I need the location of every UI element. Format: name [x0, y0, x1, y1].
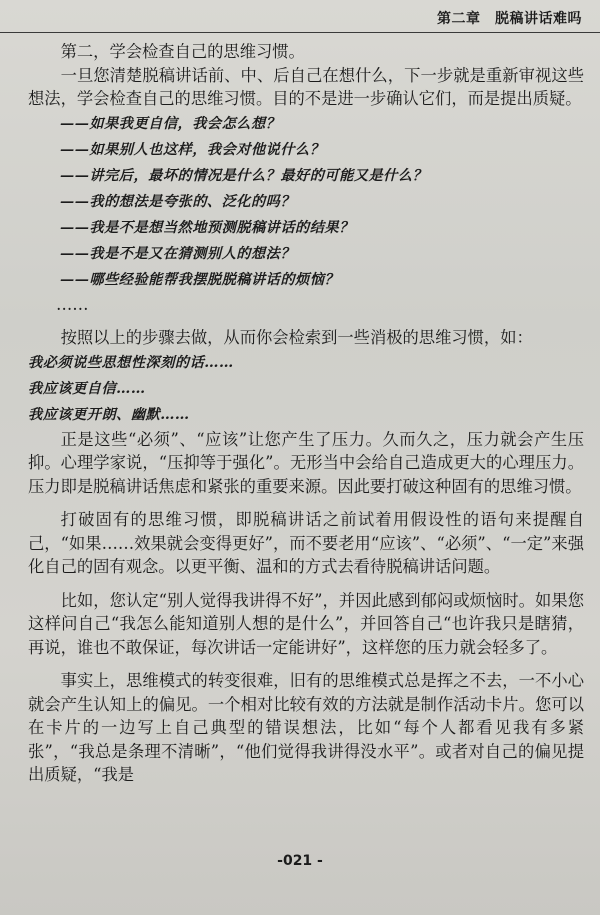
question-item: ——我是不是想当然地预测脱稿讲话的结果？	[60, 219, 354, 236]
question-item: ——如果我更自信，我会怎么想？	[60, 115, 281, 132]
paragraph: 打破固有的思维习惯，即脱稿讲话之前试着用假设性的语句来提醒自己，“如果……效果就会变得更好”，而不要老用“应该”、“必须”、“一定”来强化自己的固有观念。以更平衡、温和的方式去看待脱稿讲话问题。	[28, 510, 584, 576]
section-heading: 第二，学会检查自己的思维习惯。	[60, 42, 305, 61]
example-item: 我应该更开朗、幽默……	[28, 406, 190, 423]
paragraph: 事实上，思维模式的转变很难，旧有的思维模式总是挥之不去，一不小心就会产生认知上的偏见。一个相对比较有效的方法就是制作活动卡片。您可以在卡片的一边写上自己典型的错误想法，比如“每个人都看见我有多紧张”，“我总是条理不清晰”，“他们觉得我讲得没水平”。或者对自己的偏见提出质疑，“我是	[28, 671, 584, 784]
question-item: ——如果别人也这样，我会对他说什么？	[60, 141, 325, 158]
question-item: ——我的想法是夸张的、泛化的吗？	[60, 193, 296, 210]
paragraph: 正是这些“必须”、“应该”让您产生了压力。久而久之，压力就会产生压抑。心理学家说，“压抑等于强化”。无形当中会给自己造成更大的心理压力。压力即是脱稿讲话焦虑和紧张的重要来源。因此要打破这种固有的思维习惯。	[28, 429, 584, 496]
question-item: ——讲完后，最坏的情况是什么？最好的可能又是什么？	[60, 167, 428, 184]
paragraph: 比如，您认定“别人觉得我讲得不好”，并因此感到郁闷或烦恼时。如果您这样问自己“我怎么能知道别人想的是什么”，并回答自己“也许我只是瞎猜，再说，谁也不敢保证，每次讲话一定能讲好”，这样您的压力就会轻多了。	[28, 590, 584, 657]
question-item: ——我是不是又在猜测别人的想法？	[60, 245, 296, 262]
page-number: -021 -	[277, 853, 323, 869]
example-item: 我必须说些思想性深刻的话……	[28, 354, 234, 371]
question-item: ——哪些经验能帮我摆脱脱稿讲话的烦恼？	[60, 271, 340, 288]
page-body	[28, 40, 584, 787]
paragraph: 一旦您清楚脱稿讲话前、中、后自己在想什么，下一步就是重新审视这些想法，学会检查自己的思维习惯。目的不是进一步确认它们，而是提出质疑。	[28, 65, 584, 108]
paragraph: 按照以上的步骤去做，从而你会检索到一些消极的思维习惯，如：	[60, 328, 533, 347]
chapter-title: 第二章 脱稿讲话难吗	[437, 11, 582, 27]
example-item: 我应该更自信……	[28, 380, 146, 397]
running-header	[0, 0, 600, 33]
ellipsis-line: ……	[56, 294, 89, 314]
